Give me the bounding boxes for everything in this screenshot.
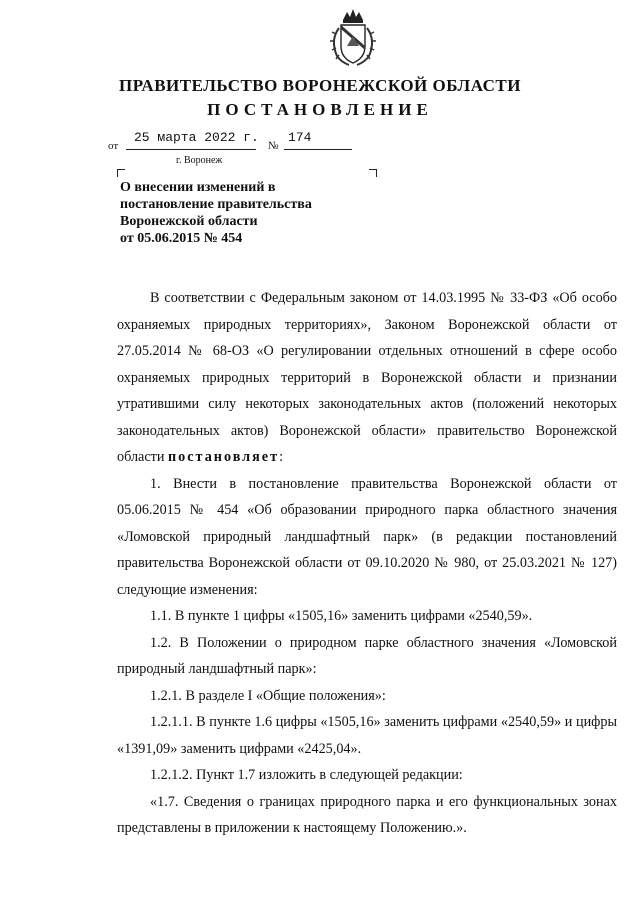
subject-line: от 05.06.2015 № 454 (120, 231, 243, 246)
document-subject (120, 179, 360, 247)
item-paragraph: 1. Внести в постановление правительства Воронежской области от 05.06.2015 № 454 «Об образовании природного парка областного значения «Ломовской природный ландшафтный парк» (в редакции постановлений правительства Воронежской области от 09.10.2020 № 980, от 25.03.2021 № 127) следующие изменения: (117, 475, 617, 598)
subject-line: Воронежской области (120, 214, 258, 229)
from-label: от (108, 140, 119, 152)
decree-colon: : (279, 449, 284, 465)
preamble-paragraph (117, 285, 617, 471)
document-body (117, 285, 617, 842)
subject-corner-right (369, 169, 377, 177)
item-paragraph: 1.2.1.1. В пункте 1.6 цифры «1505,16» заменить цифрами «2540,59» и цифры «1391,09» заменить цифрами «2425,04». (117, 714, 617, 757)
item-paragraph: 1.2. В Положении о природном парке областного значения «Ломовской природный ландшафтный парк»: (117, 634, 617, 677)
document-number: 174 (288, 130, 312, 145)
item-paragraph: 1.2.1. В разделе I «Общие положения»: (150, 687, 386, 704)
item-paragraph: 1.1. В пункте 1 цифры «1505,16» заменить цифрами «2540,59». (150, 608, 533, 624)
number-label: № (268, 140, 279, 152)
subject-corner-left (117, 169, 125, 177)
decree-word: постановляет (167, 449, 280, 465)
coat-of-arms-icon (327, 6, 379, 68)
item-paragraph: 1.2.1.2. Пункт 1.7 изложить в следующей редакции: (150, 767, 463, 783)
document-date: 25 марта 2022 г. (134, 130, 259, 145)
preamble-text: В соответствии с Федеральным законом от 14.03.1995 № 33-ФЗ «Об особо охраняемых природных территориях», Законом Воронежской области от 27.05.2014 № 68-ОЗ «О регулировании отдельных отношений в сфере особо охраняемых природных территорий в Воронежской области и признании утратившими силу некоторых законодательных актов (положений некоторых законодательных актов) Воронежской области» правительство Воронежской области (117, 290, 617, 465)
number-underline (284, 149, 352, 150)
subject-line: постановление правительства (120, 197, 312, 212)
subject-line: О внесении изменений в (120, 180, 276, 195)
date-underline (126, 149, 256, 150)
city-label: г. Воронеж (176, 155, 223, 166)
item-paragraph: «1.7. Сведения о границах природного парка и его функциональных зонах представлены в приложении к настоящему Положению.». (117, 793, 617, 836)
document-type-title: ПОСТАНОВЛЕНИЕ (207, 100, 433, 119)
organization-title: ПРАВИТЕЛЬСТВО ВОРОНЕЖСКОЙ ОБЛАСТИ (118, 76, 521, 95)
